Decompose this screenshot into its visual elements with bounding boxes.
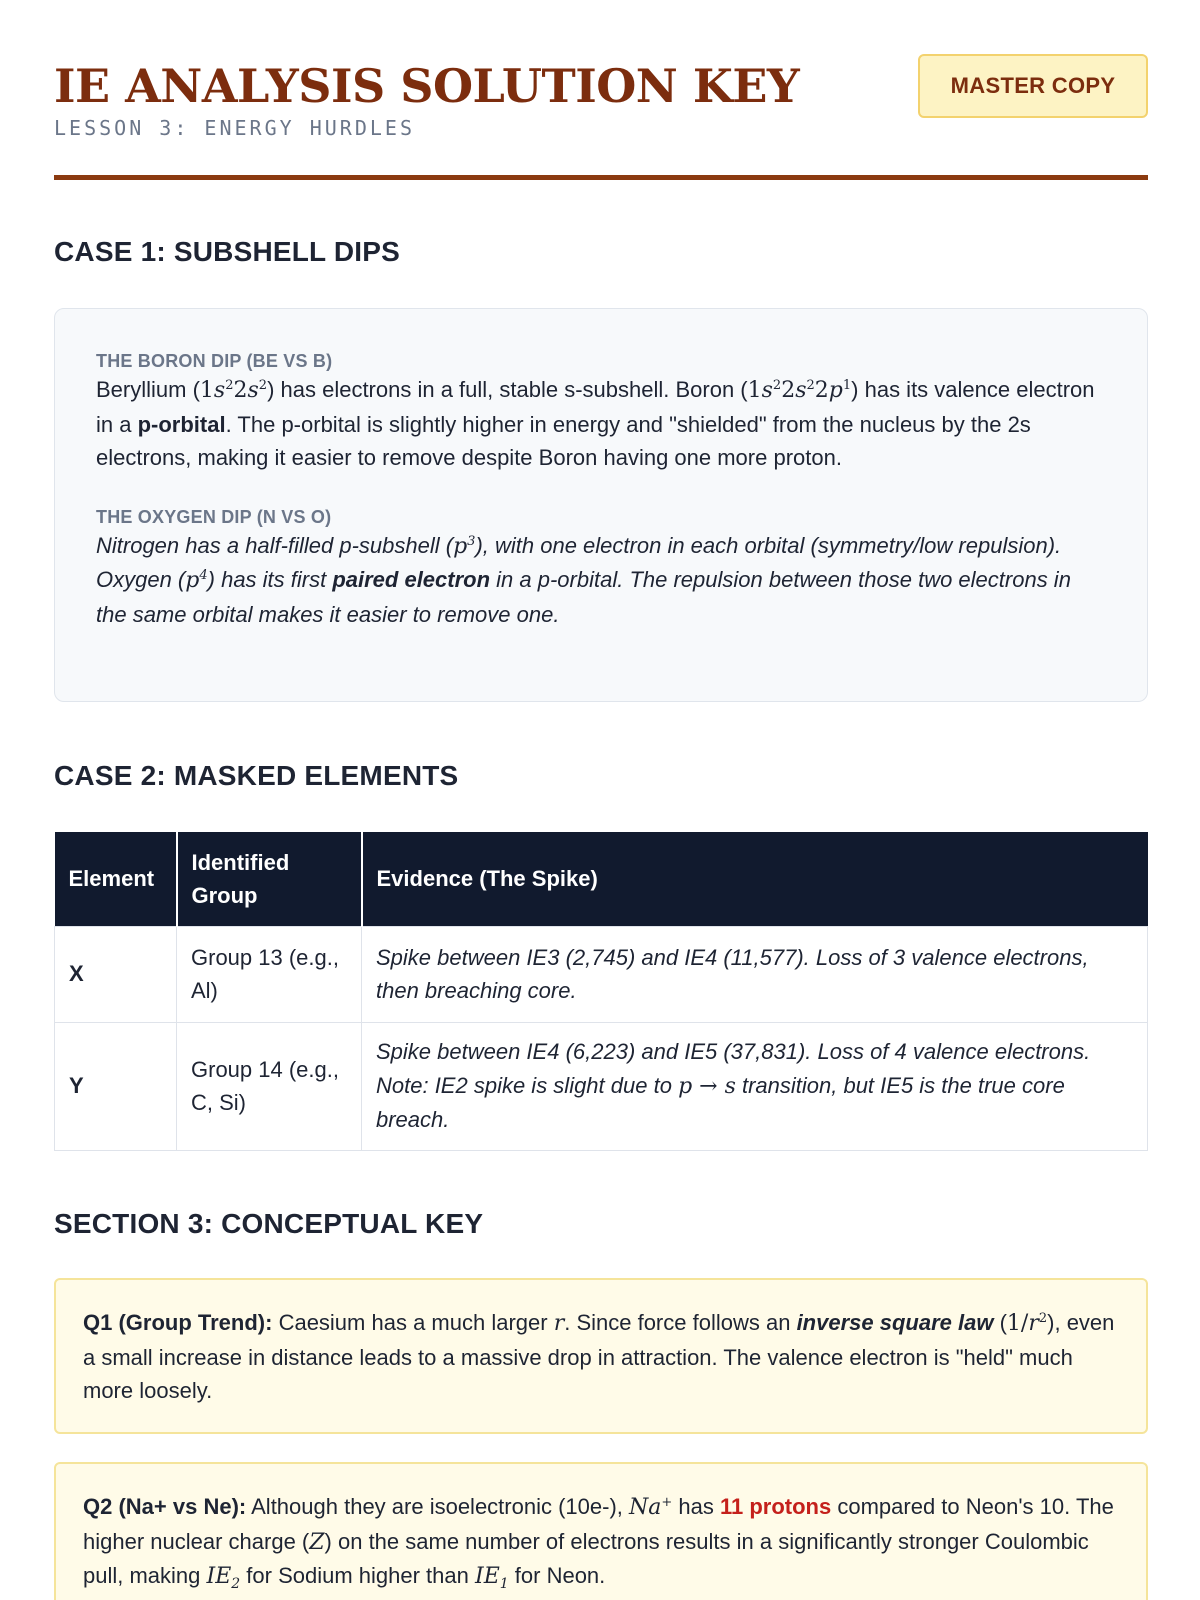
q1-answer-box: Q1 (Group Trend): Caesium has a much larger r. Since force follows an inverse square law $(1/r^2)$, even a small increase in distance leads to a massive drop in attraction. The valence electron is "held" much more loosely. <box>54 1278 1148 1434</box>
master-copy-badge: MASTER COPY <box>918 54 1148 118</box>
case1-heading: CASE 1: SUBSHELL DIPS <box>54 236 400 267</box>
z-math: Z <box>309 1529 325 1555</box>
page-title: IE ANALYSIS SOLUTION KEY <box>54 59 800 113</box>
cell-element: Y <box>55 1022 177 1150</box>
p4-math: $p^4$ <box>185 568 208 593</box>
boron-dip-text: Beryllium $(1s^22s^2)$ has electrons in a full, stable s-subshell. Boron $(1s^22s^22p^1)$ has its valence electron in a p-orbital. The p-orbital is slightly higher in energy and "shielded" from the nucleus by the 2s electrons, making it easier to remove despite Boron having one more proton. <box>96 377 1095 470</box>
protons-highlight: 11 protons <box>719 1494 832 1519</box>
be-config-math: $1s^22s^2$ <box>199 378 268 403</box>
page-header <box>54 58 1148 182</box>
q1-label: Q1 (Group Trend): <box>83 1310 273 1335</box>
header-divider <box>54 175 1148 180</box>
section3-heading: SECTION 3: CONCEPTUAL KEY <box>54 1208 484 1239</box>
page-subtitle: LESSON 3: ENERGY HURDLES <box>54 116 415 140</box>
cell-group: Group 14 (e.g., C, Si) <box>177 1022 362 1150</box>
q2-answer-box: Q2 (Na+ vs Ne): Although they are isoelectronic (10e-), Na+ has 11 protons compared to Neon's 10. The higher nuclear charge (Z) on the same number of electrons results in a significantly stronger Coulombic pull, making $IE_2$ for Sodium higher than $IE_1$ for Neon. <box>54 1462 1148 1600</box>
col-evidence: Evidence (The Spike) <box>362 832 1148 926</box>
q2-label: Q2 (Na+ vs Ne): <box>83 1494 247 1519</box>
col-group: Identified Group <box>177 832 362 926</box>
table-row <box>55 1022 1148 1150</box>
cell-evidence: Spike between IE3 (2,745) and IE4 (11,577). Loss of 3 valence electrons, then breaching core. <box>362 926 1148 1022</box>
table-header-row <box>55 832 1148 926</box>
cell-element: X <box>55 926 177 1022</box>
cell-evidence: Spike between IE4 (6,223) and IE5 (37,831). Loss of 4 valence electrons. Note: IE2 spike is slight due to p → s transition, but IE5 is the true core breach. <box>362 1022 1148 1150</box>
table-row <box>55 926 1148 1022</box>
b-config-math: $1s^22s^22p^1$ <box>747 378 852 403</box>
ie2-math: $IE_2$ <box>206 1564 241 1592</box>
inverse-square-math: $1/r^2$ <box>1006 1311 1048 1336</box>
masked-elements-table <box>54 832 1148 1151</box>
transition-math: p → s <box>678 1073 736 1099</box>
ie1-math: $IE_1$ <box>475 1564 509 1592</box>
cell-group: Group 13 (e.g., Al) <box>177 926 362 1022</box>
na-plus-math: Na+ <box>629 1495 673 1520</box>
p3-math: $p^3$ <box>453 533 476 559</box>
case2-heading: CASE 2: MASKED ELEMENTS <box>54 760 459 791</box>
boron-dip-label: THE BORON DIP (BE VS B) <box>96 351 333 371</box>
col-element: Element <box>55 832 177 926</box>
oxygen-dip-label: THE OXYGEN DIP (N VS O) <box>96 506 332 527</box>
r-math: r <box>553 1311 565 1336</box>
case1-panel <box>54 308 1148 702</box>
oxygen-dip-text: Nitrogen has a half-filled p-subshell $(p^3)$, with one electron in each orbital (symmetry/low repulsion). Oxygen $(p^4)$ has its first paired electron in a p-orbital. The repulsion between those two electrons in the same orbital makes it easier to remove one. <box>96 532 1071 627</box>
